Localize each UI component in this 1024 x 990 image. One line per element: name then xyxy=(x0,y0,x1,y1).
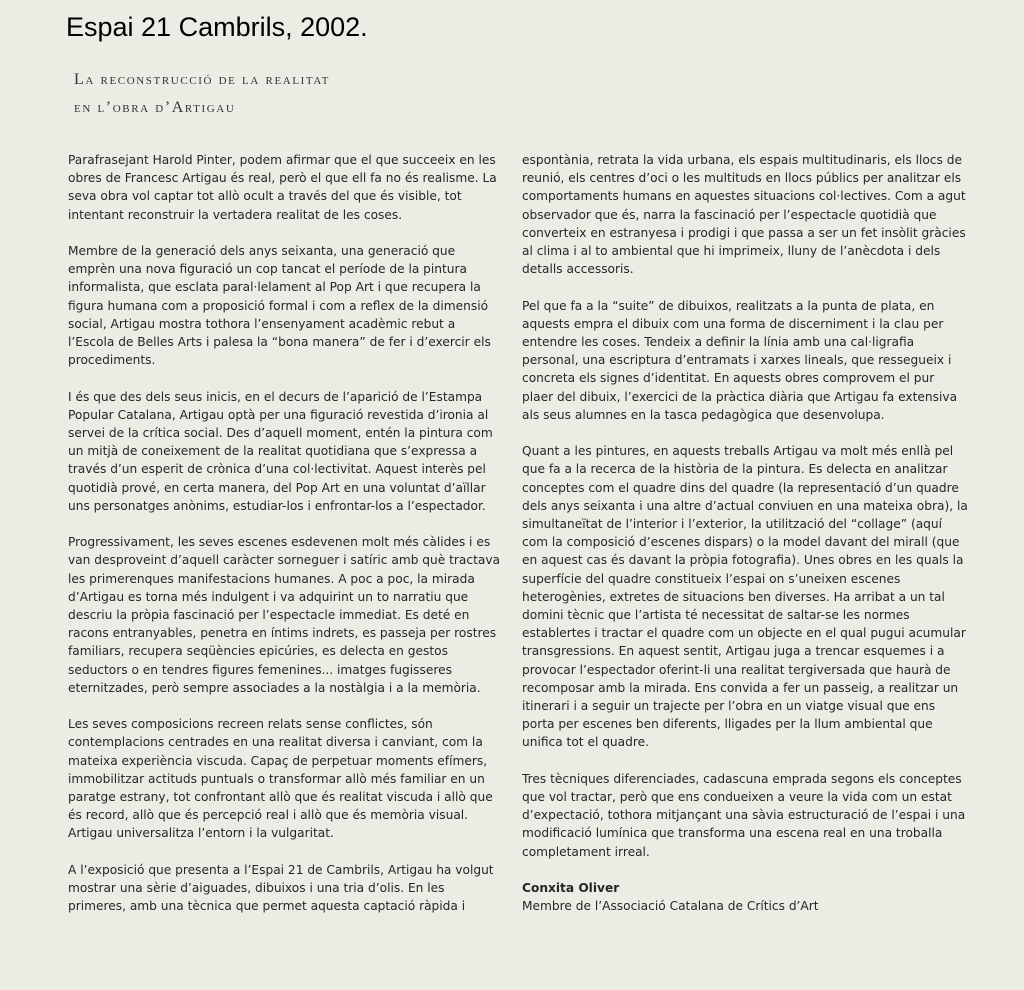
paragraph: Les seves composicions recreen relats sense conflictes, són contemplacions centrades en una realitat diversa i canviant, com la mateixa experiència viscuda. Capaç de perpetuar moments efímers, immobilitzar actituds puntuals o transformar allò més familiar en un paratge estrany, tot confrontant allò que és realitat viscuda i allò que és record, allò que és percepció real i allò que és memòria visual. Artigau universalitza l’entorn i la vulgaritat. xyxy=(68,717,493,841)
paragraph: Progressivament, les seves escenes esdevenen molt més càlides i es van desproveint d’aquell caràcter sorneguer i satíric amb què tractava les primerenques manifestacions humanes. A poc a poc, la mirada d’Artigau es torna més indulgent i va adquirint un to narratiu que descriu la pròpia fascinació per l’espectacle immediat. Es deté en racons entranyables, penetra en íntims indrets, es passeja per rostres familiars, recupera seqüències epicúries, es delecta en gestos seductors o en tendres figures femenines... imatges fugisseres eternitzades, però sempre associades a la nostàlgia i a la memòria. xyxy=(68,535,501,695)
paragraph: Membre de la generació dels anys seixanta, una generació que emprèn una nova figuració un cop tancat el període de la pintura informalista, que esclata paral·lelament al Pop Art i que recupera la figura humana com a proposició formal i com a reflex de la dimensió social, Artigau mostra tothora l’ensenyament acadèmic rebut a l’Escola de Belles Arts i palesa la “bona manera” de fer i d’exercir els procediments. xyxy=(68,244,491,368)
author-name: Conxita Oliver xyxy=(522,881,620,896)
paragraph: I és que des dels seus inicis, en el decurs de l’aparició de l’Estampa Popular Catalana, Artigau optà per una figuració revestida d’ironia al servei de la crítica social. Des d’aquell moment, entén la pintura com un mitjà de coneixement de la realitat quotidiana que s’expressa a través d’un esperit de crònica d’una col·lectivitat. Aquest interès pel quotidià prové, en certa manera, del Pop Art en una voluntat d’aïllar uns personatges anònims, estudiar-los i enfrontar-los a l’espectador. xyxy=(68,389,493,513)
article-title-line-2: en l’obra d’Artigau xyxy=(74,99,236,116)
author-signature xyxy=(522,879,968,915)
paragraph: A l’exposició que presenta a l’Espai 21 de Cambrils, Artigau ha volgut mostrar una sèrie d’aiguades, dibuixos i una tria d’olis. En les primeres, amb una tècnica que permet aquesta captació ràpida i xyxy=(68,862,494,914)
right-column xyxy=(522,151,968,915)
article-title xyxy=(74,66,330,122)
left-column xyxy=(68,151,502,934)
article-title-line-1: La reconstrucció de la realitat xyxy=(74,71,330,88)
paragraph: Tres tècniques diferenciades, cadascuna emprada segons els conceptes que vol tractar, però que ens condueixen a veure la vida com un estat d’expectació, tothora mitjançant una sàvia estructuració de l’espai i una modificació lumínica que transforma una escena real en una troballa completament irreal. xyxy=(522,771,966,859)
paragraph: Pel que fa a la “suite” de dibuixos, realitzats a la punta de plata, en aquests empra el dibuix com una forma de discerniment i la clau per entendre les coses. Tendeix a definir la línia amb una cal·ligrafia personal, una escriptura d’entramats i xarxes lineals, que ressegueix i concreta els signes d’identitat. En aquests obres comprovem el pur plaer del dibuix, l’exercici de la pràctica diària que Artigau fa extensiva als seus alumnes en la tasca pedagògica que desenvolupa. xyxy=(522,298,958,422)
author-role: Membre de l’Associació Catalana de Crítics d’Art xyxy=(522,899,819,914)
paragraph: Parafrasejant Harold Pinter, podem afirmar que el que succeeix en les obres de Francesc Artigau és real, però el que ell fa no és realisme. La seva obra vol captar tot allò ocult a través del que és visible, tot intentant reconstruir la vertadera realitat de les coses. xyxy=(68,153,497,222)
photo-caption: Espai 21 Cambrils, 2002. xyxy=(66,12,368,42)
paragraph: Quant a les pintures, en aquests treballs Artigau va molt més enllà pel que fa a la recerca de la història de la pintura. Es delecta en analitzar conceptes com el quadre dins del quadre (la representació d’un quadre dels anys seixanta i una altre d’actual conviuen en una mateixa obra), la simultaneïtat de l’interior i l’exterior, la utilització del “collage” (aquí com la composició d’escenes dispars) o la model davant del mirall (que en aquest cas és davant la pròpia fotografia). Unes obres en les quals la superfície del quadre constitueix l’espai on s’uneixen escenes heterogènies, extretes de situacions ben diverses. Ha arribat a un tal domini tècnic que l’artista té necessitat de saltar-se les normes establertes i tractar el quadre com un objecte en el qual pugui acumular transgressions. En aquest sentit, Artigau juga a trencar esquemes i a provocar l’espectador oferint-li una realitat tergiversada que haurà de recomposar amb la mirada. Ens convida a fer un passeig, a realitzar un itinerari i a seguir un trajecte per l’obra en un viatge visual que ens porta per escenes ben diferents, lligades per la llum ambiental que unifica tot el quadre. xyxy=(522,444,968,750)
paragraph: espontània, retrata la vida urbana, els espais multitudinaris, els llocs de reunió, els centres d’oci o les multituds en llocs públics per analitzar els comportaments humans en aquestes situacions col·lectives. Com a agut observador que és, narra la fascinació per l’espectacle quotidià que converteix en estranyesa i prodigi i que passa a ser un fet insòlit gràcies al clima i al to ambiental que hi imprimeix, lluny de l’anècdota i dels detalls accessoris. xyxy=(522,153,966,277)
